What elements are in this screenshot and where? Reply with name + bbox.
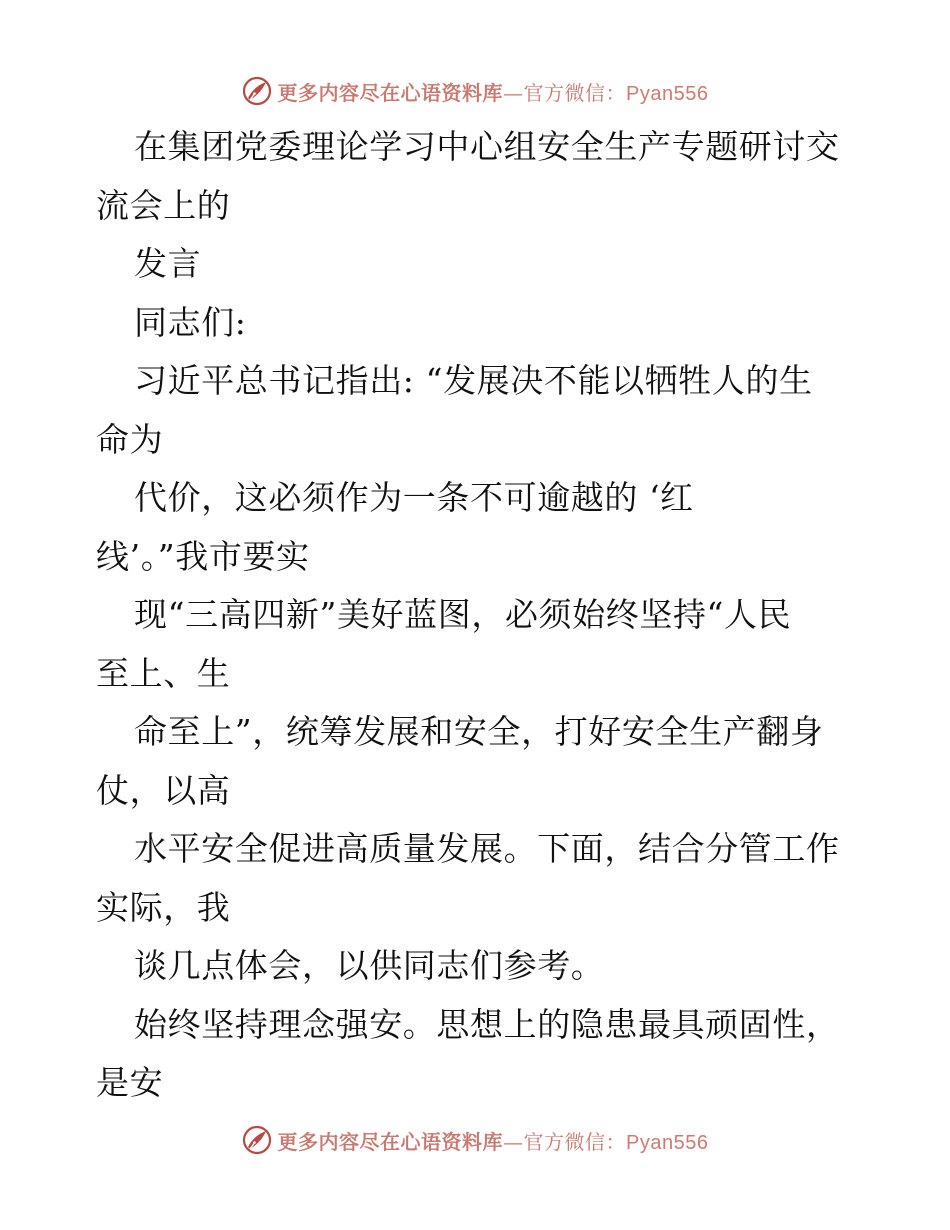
text-line: 线’。”我市要实 (96, 536, 310, 576)
text-line: 始终坚持理念强安。思想上的隐患最具顽固性， (134, 1004, 840, 1044)
banner-content (242, 1125, 709, 1155)
text-line: 是安 (96, 1063, 164, 1102)
banner-wechat-id: Pyan556 (626, 1131, 709, 1154)
banner-content (242, 76, 709, 106)
pen-nib-logo-icon (242, 1125, 272, 1155)
banner-text (278, 77, 709, 106)
banner-text (278, 1126, 709, 1155)
header-banner (0, 71, 950, 111)
text-line: 在集团党委理论学习中心组安全生产专题研讨交 (134, 127, 840, 166)
text-line: 仗，以高 (96, 770, 231, 810)
banner-wechat-id: Pyan556 (626, 82, 709, 105)
banner-separator: —官方微信： (503, 80, 627, 105)
text-line: 实际，我 (96, 887, 231, 927)
text-line: 同志们: (134, 302, 247, 342)
text-line: 水平安全促进高质量发展。下面，结合分管工作 (134, 829, 840, 868)
text-line: 谈几点体会，以供同志们参考。 (134, 946, 605, 985)
banner-prefix: 更多内容尽在心语资料库 (277, 1129, 504, 1154)
text-line: 命至上”，统筹发展和安全，打好安全生产翻身 (134, 712, 824, 751)
banner-prefix: 更多内容尽在心语资料库 (277, 80, 504, 105)
footer-banner (0, 1120, 950, 1160)
text-line: 现“三高四新”美好蓝图，必须始终坚持“人民 (134, 595, 792, 634)
text-line: 发言 (134, 244, 202, 283)
text-line: 习近平总书记指出: “发展决不能以牺牲人的生 (134, 361, 813, 400)
pen-nib-logo-icon (242, 76, 272, 106)
text-line: 流会上的 (96, 185, 231, 225)
text-line: 代价，这必须作为一条不可逾越的 ‘红 (134, 478, 694, 517)
document-body (96, 118, 856, 1113)
text-line: 至上、生 (96, 653, 231, 693)
banner-separator: —官方微信： (503, 1129, 627, 1154)
text-line: 命为 (96, 419, 164, 459)
